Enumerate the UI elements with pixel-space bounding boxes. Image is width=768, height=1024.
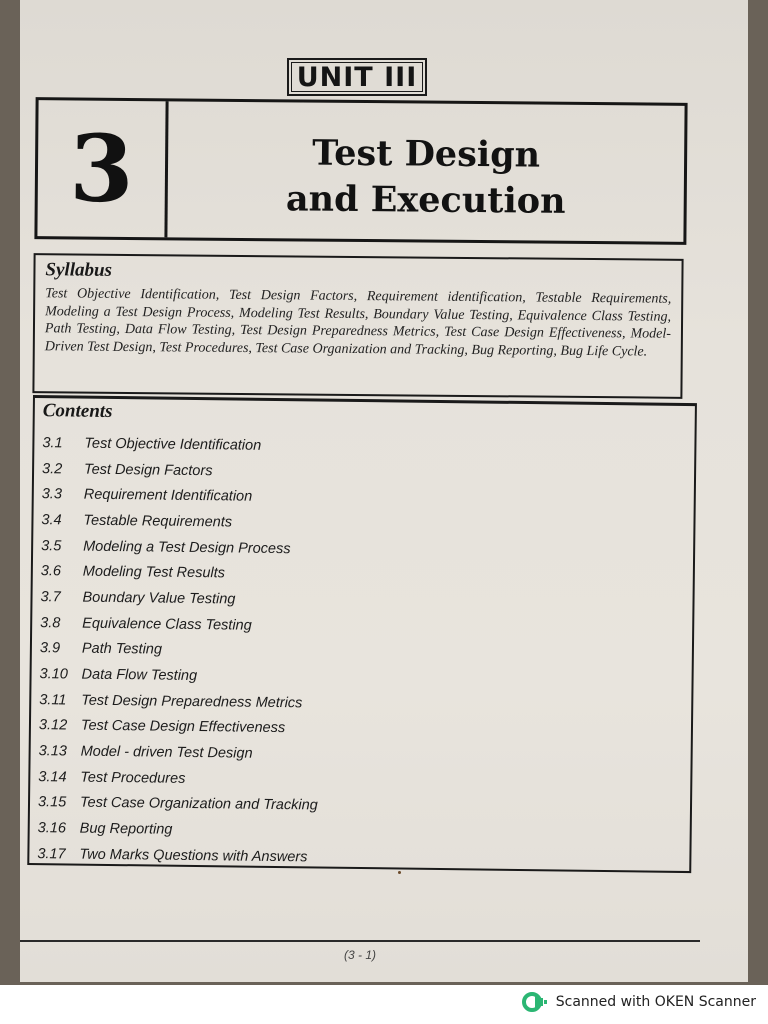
scanner-badge: [522, 985, 756, 1019]
toc-number: 3.9: [39, 640, 61, 657]
document-page: [20, 0, 748, 982]
toc-item: [41, 559, 321, 588]
chapter-title-line2: and Execution: [285, 178, 566, 222]
toc-number: 3.7: [40, 589, 61, 606]
toc-number: 3.10: [39, 666, 68, 683]
page-number: (3 - 1): [343, 948, 376, 962]
toc-number: 3.1: [42, 434, 63, 452]
chapter-title: [168, 129, 685, 225]
toc-title: Test Case Organization and Tracking: [79, 795, 318, 814]
toc-title: Modeling Test Results: [82, 563, 226, 582]
toc-number: 3.11: [39, 691, 67, 709]
toc-number: 3.13: [38, 743, 67, 760]
toc-number: 3.15: [37, 794, 67, 811]
toc-item: [42, 456, 322, 485]
toc-item: [40, 584, 320, 613]
toc-number: 3.14: [38, 768, 67, 786]
toc-title: Equivalence Class Testing: [82, 615, 252, 634]
toc-item: [40, 636, 320, 665]
syllabus-heading: Syllabus: [45, 259, 113, 281]
chapter-title-line1: Test Design: [312, 132, 541, 176]
toc-title: Test Design Preparedness Metrics: [81, 692, 303, 712]
toc-item: [38, 790, 318, 819]
toc-number: 3.5: [41, 537, 62, 554]
contents-heading: Contents: [42, 400, 113, 422]
toc-title: Testable Requirements: [83, 512, 233, 531]
toc-title: Test Design Factors: [84, 461, 213, 479]
toc-title: Data Flow Testing: [81, 666, 198, 685]
toc-number: 3.2: [42, 460, 63, 477]
scanner-watermark-bar: [0, 985, 768, 1024]
toc-item: [41, 533, 321, 562]
scanner-watermark-text: Scanned with OKEN Scanner: [555, 994, 756, 1010]
toc-item: [37, 841, 317, 870]
toc-title: Modeling a Test Design Process: [83, 538, 291, 557]
toc-number: 3.16: [37, 820, 67, 837]
toc-title: Path Testing: [81, 640, 163, 658]
unit-label: UNIT III: [296, 61, 418, 93]
toc-item: [42, 430, 322, 459]
unit-label-box: [287, 58, 427, 96]
footer-rule: [20, 940, 700, 942]
chapter-number-cell: [37, 100, 168, 237]
table-of-contents: [37, 430, 322, 870]
toc-title: Model - driven Test Design: [80, 743, 253, 762]
toc-item: [42, 481, 322, 510]
toc-item: [39, 687, 319, 716]
toc-item: [41, 507, 321, 536]
paper-speck: [398, 871, 401, 874]
toc-number: 3.4: [41, 512, 62, 529]
scanner-logo-icon: [522, 992, 548, 1012]
toc-title: Two Marks Questions with Answers: [79, 846, 308, 866]
toc-title: Requirement Identification: [83, 486, 253, 505]
toc-number: 3.8: [40, 614, 61, 632]
toc-item: [39, 713, 319, 742]
toc-title: Bug Reporting: [79, 820, 173, 838]
toc-item: [38, 815, 318, 844]
toc-title: Boundary Value Testing: [82, 589, 236, 608]
toc-item: [38, 764, 318, 793]
toc-number: 3.17: [37, 845, 66, 863]
syllabus-box: [32, 253, 683, 399]
toc-item: [40, 610, 320, 639]
toc-title: Test Case Design Effectiveness: [80, 718, 286, 737]
toc-number: 3.12: [38, 717, 68, 734]
toc-item: [38, 738, 318, 767]
toc-number: 3.3: [41, 486, 63, 503]
toc-item: [39, 661, 319, 690]
chapter-number: 3: [69, 114, 134, 224]
toc-title: Test Objective Identification: [84, 435, 262, 454]
syllabus-text: Test Objective Identification, Test Design Factors, Requirement identification, Testable Requirements, Modeling a Test Design Process, Modeling Test Results, Boundary Value Testing, Equivalence Class Testing, Path Testing, Data Flow Testing, Test Design Preparedness Metrics, Test Case Design Effectiveness, Model-Driven Test Design, Test Procedures, Test Case Organization and Tracking, Bug Reporting, Bug Life Cycle.: [44, 286, 672, 360]
toc-title: Test Procedures: [80, 769, 186, 787]
toc-number: 3.6: [40, 563, 62, 580]
contents-box: [27, 395, 697, 873]
chapter-header: [34, 97, 687, 245]
